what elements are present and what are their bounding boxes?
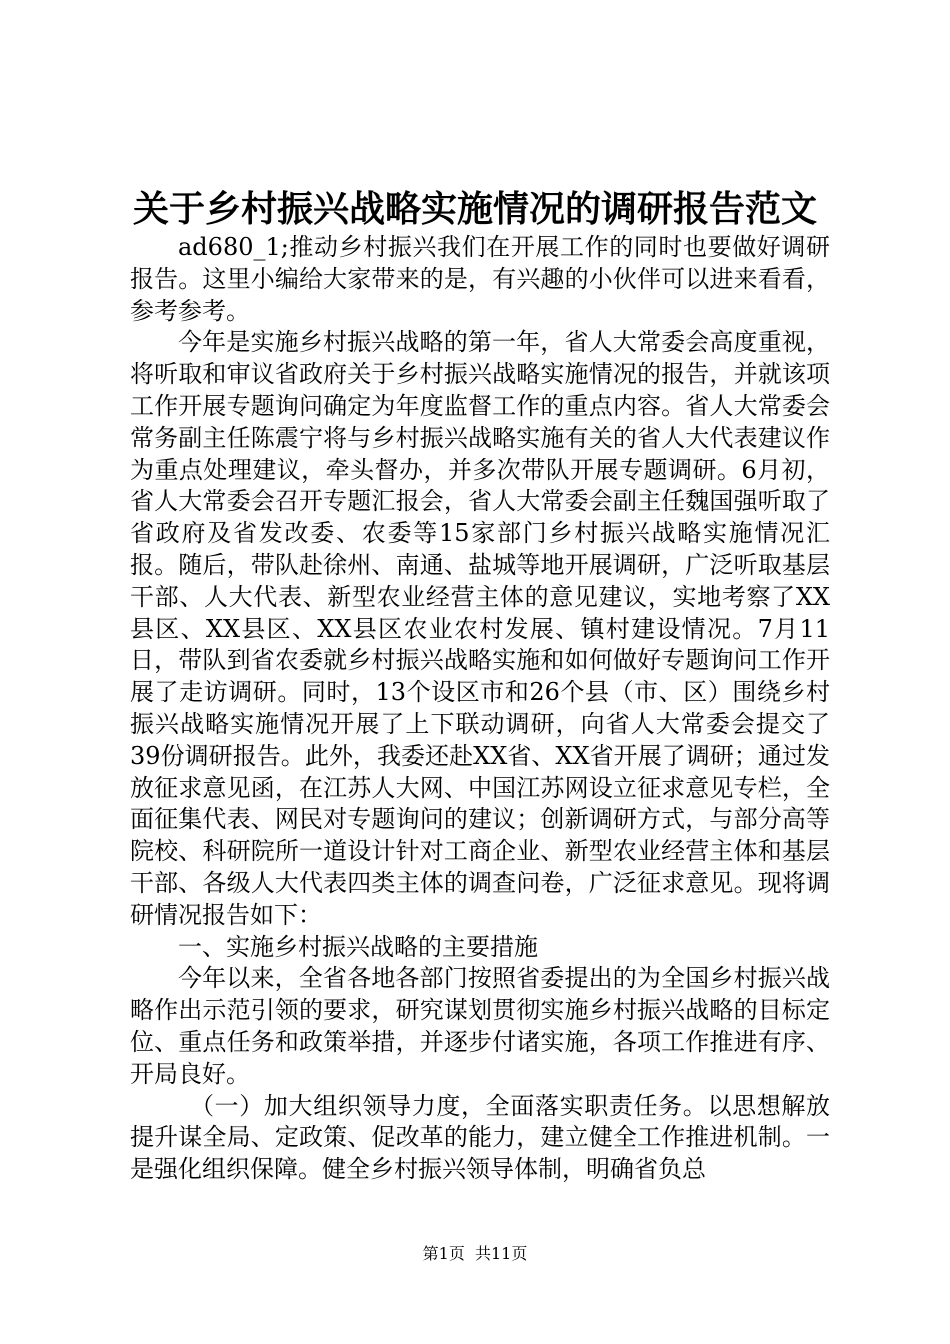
background-paragraph: 今年是实施乡村振兴战略的第一年，省人大常委会高度重视，将听取和审议省政府关于乡村振兴战略实施情况的报告，并就该项工作开展专题询问确定为年度监督工作的重点内容。省人大常委会常务副主任陈震宁将与乡村振兴战略实施有关的省人大代表建议作为重点处理建议，牵头督办，并多次带队开展专题调研。6月初，省人大常委会召开专题汇报会，省人大常委会副主任魏国强听取了省政府及省发改委、农委等15家部门乡村振兴战略实施情况汇报。随后，带队赴徐州、南通、盐城等地开展调研，广泛听取基层干部、人大代表、新型农业经营主体的意见建议，实地考察了XX县区、XX县区、XX县区农业农村发展、镇村建设情况。7月11日，带队到省农委就乡村振兴战略实施和如何做好专题询问工作开展了走访调研。同时，13个设区市和26个县（市、区）围绕乡村振兴战略实施情况开展了上下联动调研，向省人大常委会提交了39份调研报告。此外，我委还赴XX省、XX省开展了调研；通过发放征求意见函，在江苏人大网、中国江苏网设立征求意见专栏，全面征集代表、网民对专题询问的建议；创新调研方式，与部分高等院校、科研院所一道设计针对工商企业、新型农业经营主体和基层干部、各级人大代表四类主体的调查问卷，广泛征求意见。现将调研情况报告如下： bbox=[130, 328, 830, 929]
document-title: 关于乡村振兴战略实施情况的调研报告范文 bbox=[132, 188, 817, 230]
section-intro-paragraph: 今年以来，全省各地各部门按照省委提出的为全国乡村振兴战略作出示范引领的要求，研究谋划贯彻实施乡村振兴战略的目标定位、重点任务和政策举措，并逐步付诸实施，各项工作推进有序、开局良好。 bbox=[130, 964, 830, 1088]
section-heading: 一、实施乡村振兴战略的主要措施 bbox=[178, 932, 538, 961]
page-number: 第1页 共11页 bbox=[422, 1244, 528, 1263]
subsection-paragraph: （一）加大组织领导力度，全面落实职责任务。以思想解放提升谋全局、定政策、促改革的能力，建立健全工作推进机制。一是强化组织保障。健全乡村振兴领导体制，明确省负总 bbox=[130, 1091, 830, 1184]
page-footer bbox=[0, 1243, 950, 1265]
intro-paragraph: ad680_1;推动乡村振兴我们在开展工作的同时也要做好调研报告。这里小编给大家带来的是，有兴趣的小伙伴可以进来看看，参考参考。 bbox=[130, 233, 830, 325]
document-body bbox=[130, 232, 830, 1186]
